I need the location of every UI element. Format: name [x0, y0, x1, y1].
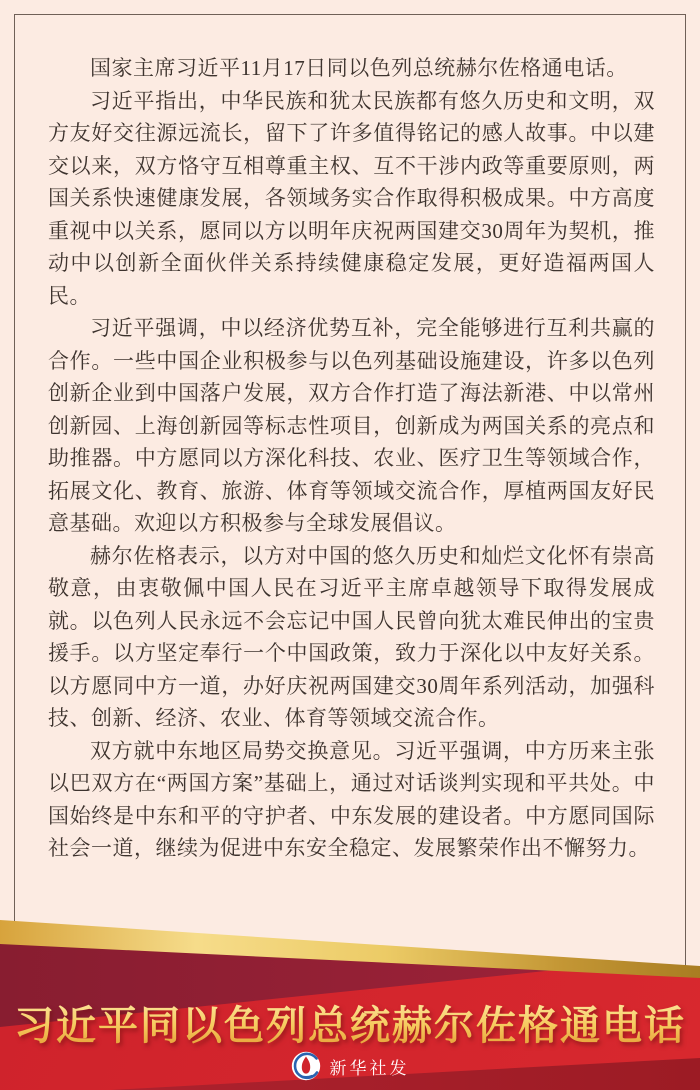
- article-paragraph: 双方就中东地区局势交换意见。习近平强调，中方历来主张以巴双方在“两国方案”基础上，通过对话谈判实现和平共处。中国始终是中东和平的守护者、中东发展的建设者。中方愿同国际社会一道，继续为促进中东安全稳定、发展繁荣作出不懈努力。: [48, 738, 655, 860]
- article-paragraph: 赫尔佐格表示，以方对中国的悠久历史和灿烂文化怀有崇高敬意，由衷敬佩中国人民在习近平主席卓越领导下取得发展成就。以色列人民永远不会忘记中国人民曾向犹太难民伸出的宝贵援手。以方坚定奉行一个中国政策，致力于深化以中友好关系。以方愿同中方一道，办好庆祝两国建交30周年系列活动，加强科技、创新、经济、农业、体育等领域交流合作。: [48, 543, 655, 730]
- banner-title: 习近平同以色列总统赫尔佐格通电话: [0, 994, 700, 1051]
- article-body: [48, 52, 655, 865]
- article-paragraph: 习近平指出，中华民族和犹太民族都有悠久历史和文明，双方友好交往源远流长，留下了许多值得铭记的感人故事。中以建交以来，双方恪守互相尊重主权、互不干涉内政等重要原则，两国关系快速健康发展，各领域务实合作取得积极成果。中方高度重视中以关系，愿同以方以明年庆祝两国建交30周年为契机，推动中以创新全面伙伴关系持续健康稳定发展，更好造福两国人民。: [48, 88, 655, 308]
- article-paragraph: 国家主席习近平11月17日同以色列总统赫尔佐格通电话。: [90, 56, 628, 80]
- article-paragraph: 习近平强调，中以经济优势互补，完全能够进行互利共赢的合作。一些中国企业积极参与以色列基础设施建设，许多以色列创新企业到中国落户发展，双方合作打造了海法新港、中以常州创新园、上海创新园等标志性项目，创新成为两国关系的亮点和助推器。中方愿同以方深化科技、农业、医疗卫生等领域合作，拓展文化、教育、旅游、体育等领域交流合作，厚植两国友好民意基础。欢迎以方积极参与全球发展倡议。: [48, 316, 655, 535]
- xinhua-emblem-icon: [291, 1051, 321, 1081]
- credit-label: 新华社发: [329, 1058, 410, 1078]
- credit-row: [0, 1051, 700, 1081]
